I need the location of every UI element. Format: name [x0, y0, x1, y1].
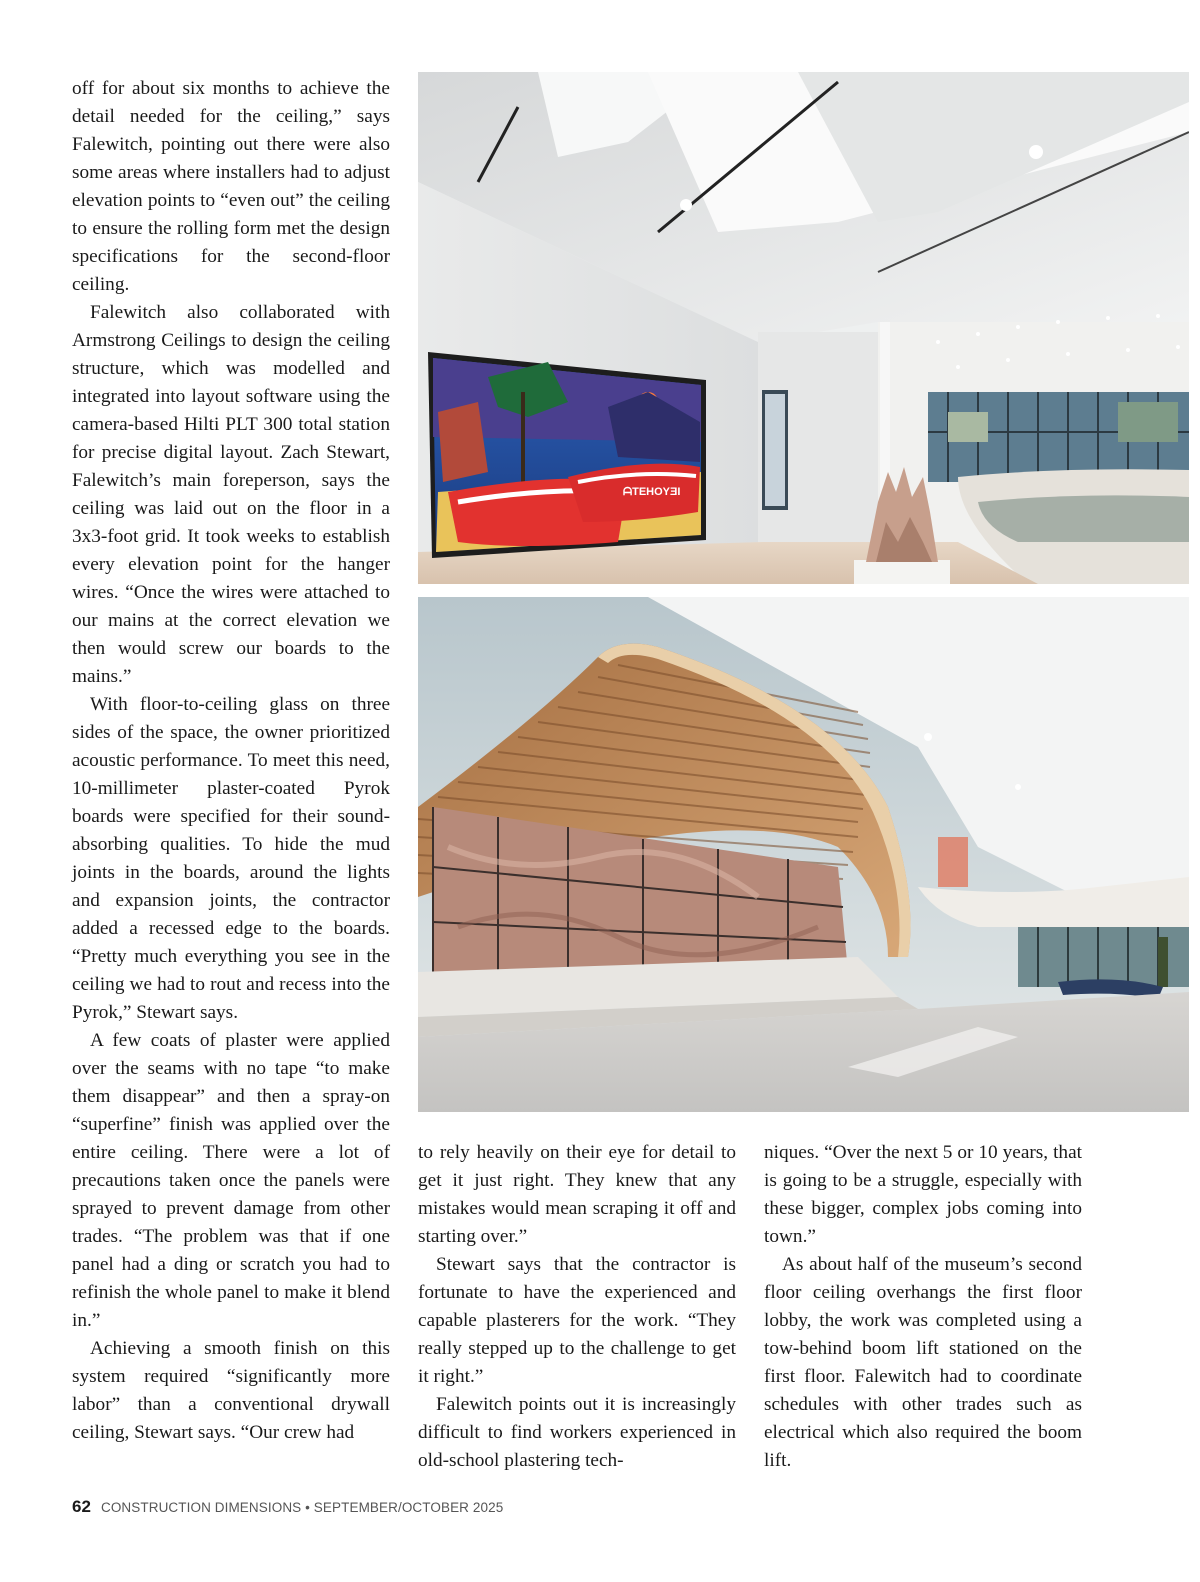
paragraph: Achieving a smooth finish on this system required “significantly more labor” than a conventional drywall ceiling, Stewart says. “Our crew had	[72, 1338, 390, 1443]
article-column-3	[764, 1139, 1082, 1475]
paragraph: As about half of the museum’s second floor ceiling overhangs the first floor lobby, the work was completed using a tow-behind boom lift stationed on the first floor. Falewitch had to coordinate schedules with other trades such as electrical which also required the boom lift.	[764, 1254, 1082, 1471]
boat-lettering: ᗩTEHOYƎI	[623, 486, 681, 498]
publication-line: CONSTRUCTION DIMENSIONS • SEPTEMBER/OCTOBER 2025	[100, 1500, 504, 1515]
paragraph: Falewitch also collaborated with Armstrong Ceilings to design the ceiling structure, which was modelled and integrated into layout software using the camera-based Hilti PLT 300 total station for precise digital layout. Zach Stewart, Falewitch’s main foreperson, says the ceiling was laid out on the floor in a 3x3-foot grid. It took weeks to establish every elevation point for the hanger wires. “Once the wires were attached to our mains at the correct elevation we then would screw our boards to the mains.”	[72, 302, 390, 687]
page-number: 62	[72, 1497, 92, 1516]
paragraph: A few coats of plaster were applied over the seams with no tape “to make them disappear” and then a spray-on “superfine” finish was applied over the entire ceiling. There were a lot of precautions taken once the panels were sprayed to prevent damage from other trades. “The problem was that if one panel had a ding or scratch you had to refinish the whole panel to make it blend in.”	[72, 1030, 390, 1331]
paragraph: off for about six months to achieve the detail needed for the ceiling,” says Falewitch, pointing out there were also some areas where installers had to adjust elevation points to “even out” the ceiling to ensure the rolling form met the design specifications for the second-floor ceiling.	[72, 78, 390, 295]
article-column-1	[72, 75, 390, 1447]
page-footer	[72, 1497, 503, 1517]
paragraph: to rely heavily on their eye for detail to get it just right. They knew that any mistakes would mean scraping it off and starting over.”	[418, 1142, 736, 1247]
paragraph: niques. “Over the next 5 or 10 years, that is going to be a struggle, especially with these bigger, complex jobs coming into town.”	[764, 1142, 1082, 1247]
paragraph: Stewart says that the contractor is fortunate to have the experienced and capable plasterers for the work. “They really stepped up to the challenge to get it right.”	[418, 1254, 736, 1387]
gallery-photo	[418, 72, 1189, 584]
lobby-photo	[418, 597, 1189, 1112]
article-column-2	[418, 1139, 736, 1475]
paragraph: With floor-to-ceiling glass on three sides of the space, the owner prioritized acoustic performance. To meet this need, 10-millimeter plaster-coated Pyrok boards were specified for their sound-absorbing qualities. To hide the mud joints in the boards, around the lights and expansion joints, the contractor added a recessed edge to the boards. “Pretty much everything you see in the ceiling we had to rout and recess into the Pyrok,” Stewart says.	[72, 694, 390, 1023]
paragraph: Falewitch points out it is increasingly difficult to find workers experienced in old-school plastering tech-	[418, 1394, 736, 1471]
